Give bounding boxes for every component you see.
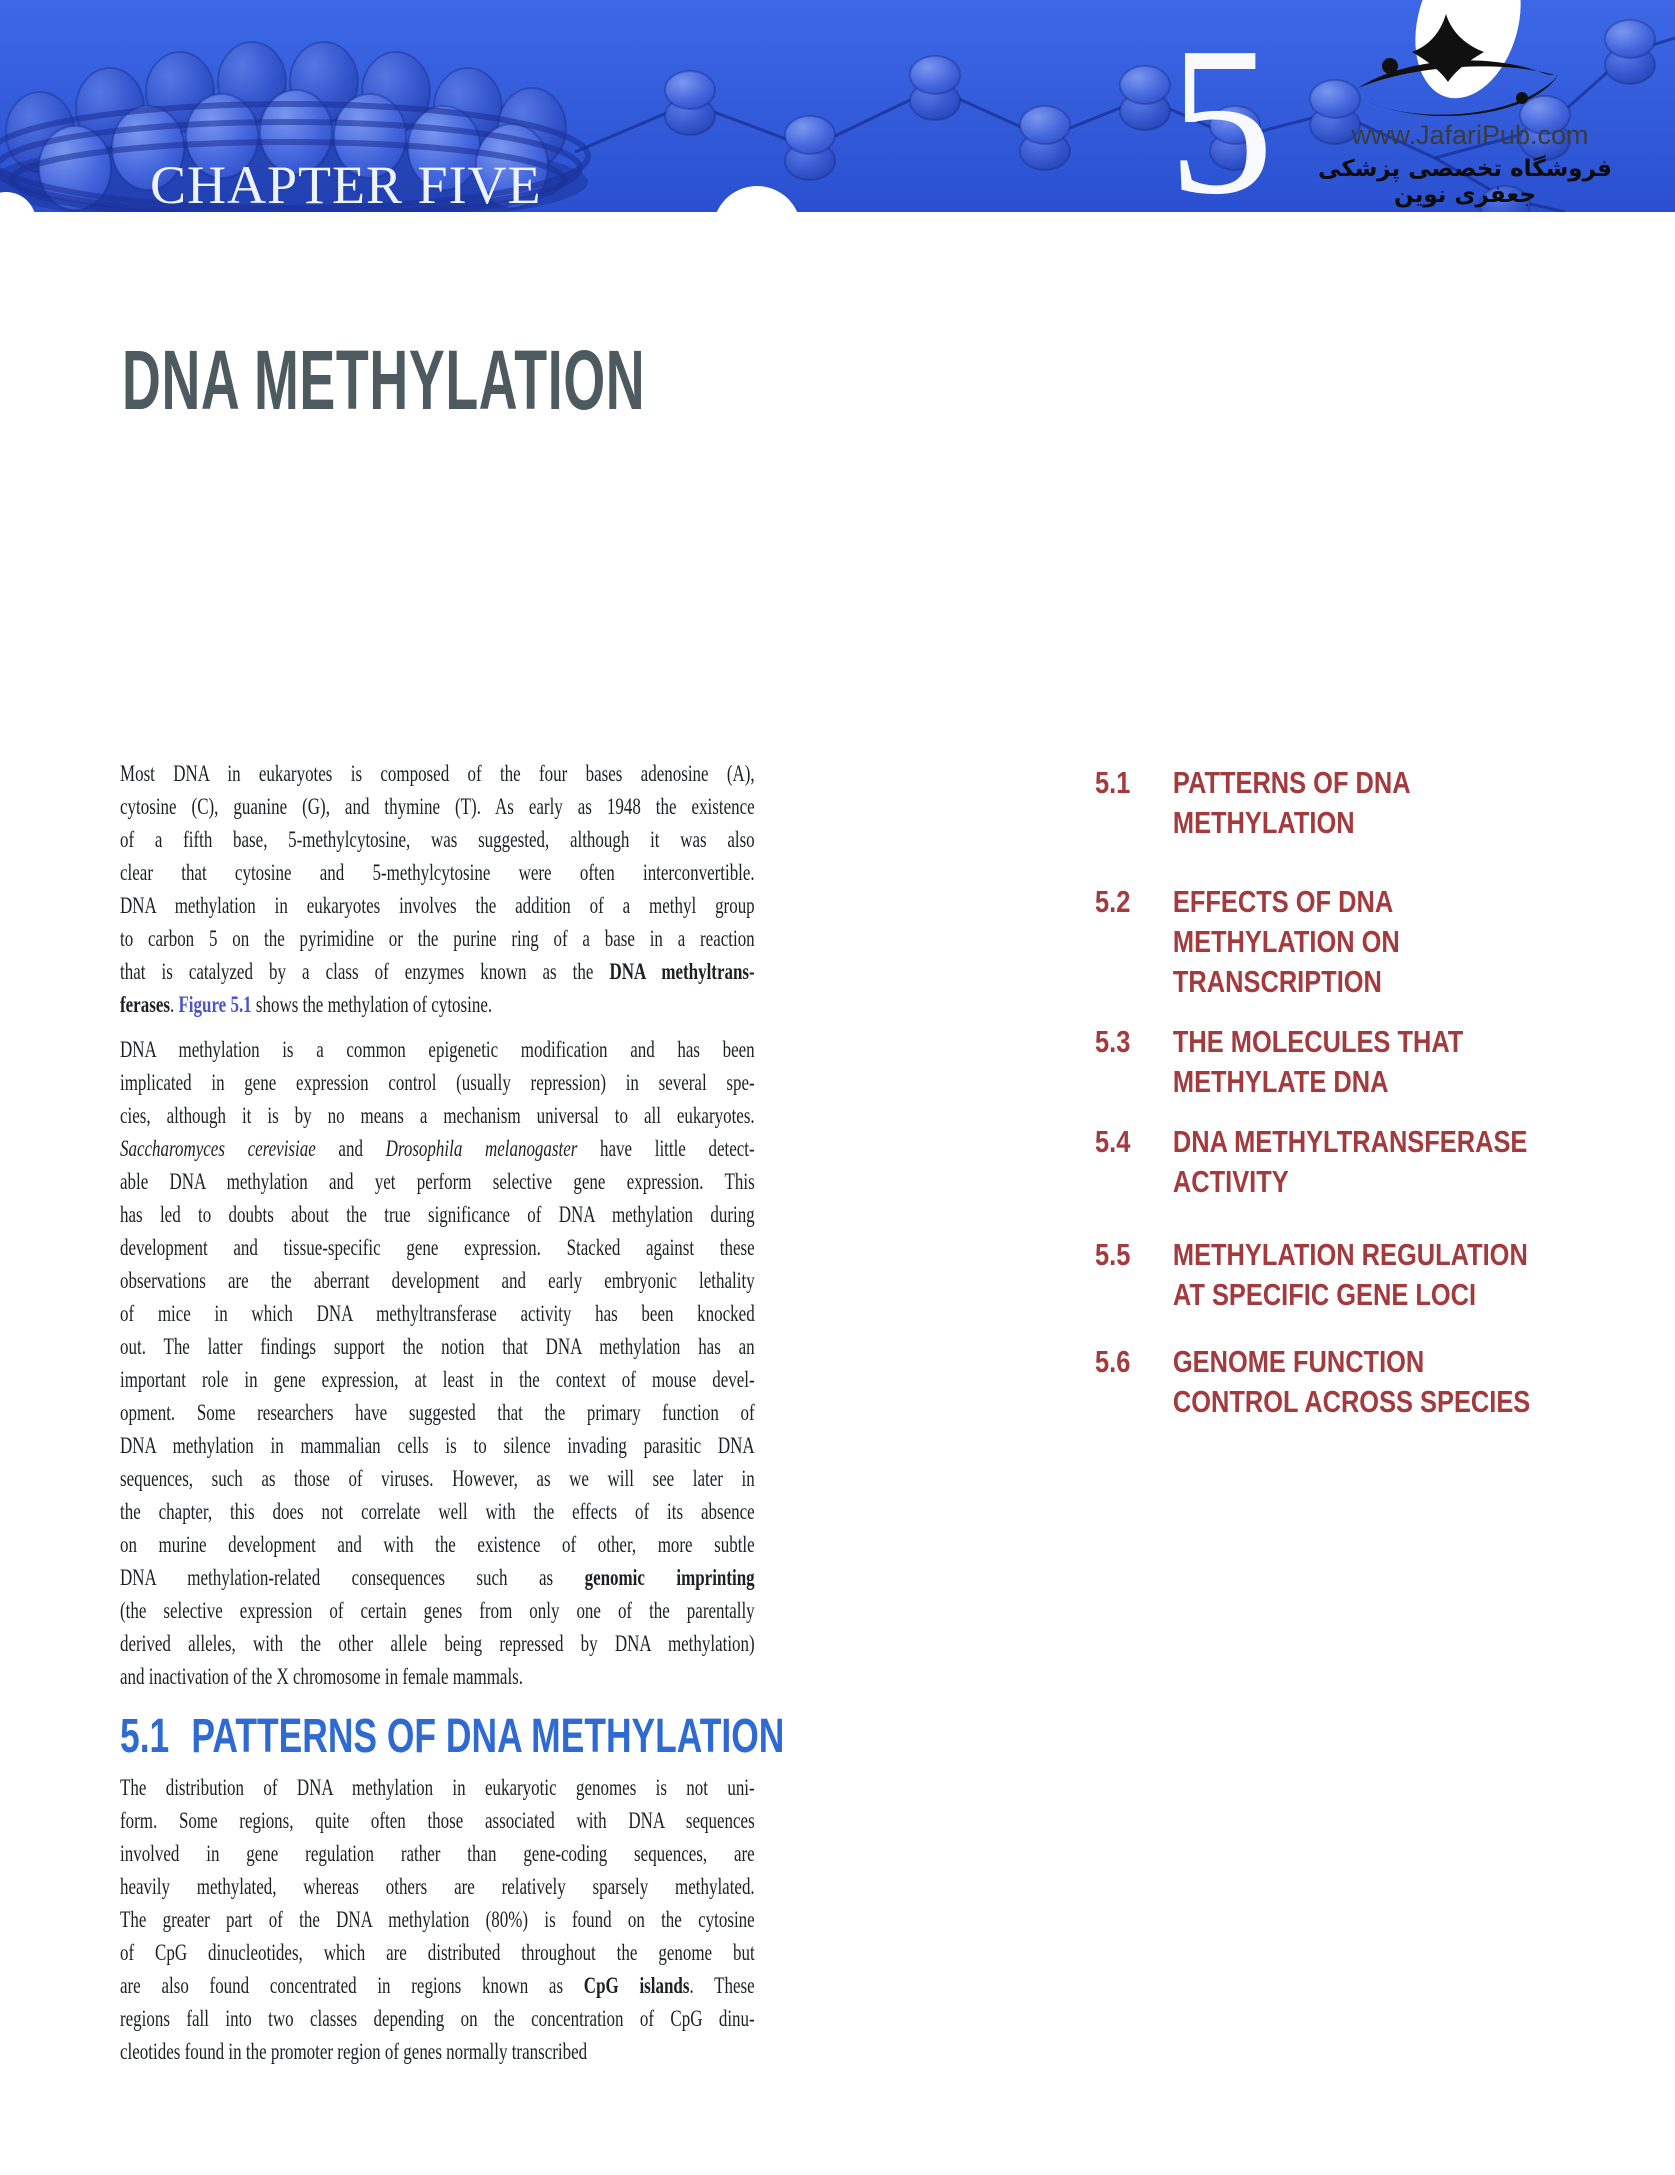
toc-item-label: GENOME FUNCTION CONTROL ACROSS SPECIES — [1172, 1344, 1531, 1419]
paragraph-1 — [120, 757, 755, 1021]
toc-item-5.2 — [1095, 882, 1400, 1002]
body-text-line: of a fifth base, 5-methylcytosine, was suggested, although it was also — [120, 827, 755, 852]
body-text-line: DNA methylation-related consequences such as genomic imprinting — [120, 1565, 755, 1590]
paragraph-3 — [120, 1771, 755, 2068]
body-text-line: cytosine (C), guanine (G), and thymine (T). As early as 1948 the existence — [120, 794, 755, 819]
toc-item-5.1 — [1095, 763, 1411, 843]
body-text-line: the chapter, this does not correlate well with the effects of its absence — [120, 1499, 755, 1524]
body-text-line: sequences, such as those of viruses. However, as we will see later in — [120, 1466, 755, 1491]
body-text-line: cies, although it is by no means a mechanism universal to all eukaryotes. — [120, 1103, 755, 1128]
section-heading-number: 5.1 — [120, 1710, 170, 1763]
body-text-line: opment. Some researchers have suggested that the primary function of — [120, 1400, 755, 1425]
body-text-line: out. The latter findings support the notion that DNA methylation has an — [120, 1334, 755, 1359]
toc-item-5.6 — [1095, 1342, 1530, 1422]
body-text-line: ferases. Figure 5.1 shows the methylation of cytosine. — [120, 992, 493, 1017]
body-text-line: and inactivation of the X chromosome in female mammals. — [120, 1664, 524, 1689]
toc-item-5.5 — [1095, 1235, 1528, 1315]
body-text-line: observations are the aberrant development and early embryonic lethality — [120, 1268, 755, 1293]
body-text-line: cleotides found in the promoter region of genes normally transcribed — [120, 2039, 588, 2064]
body-text-line: derived alleles, with the other allele being repressed by DNA methylation) — [120, 1631, 755, 1656]
body-text-line: (the selective expression of certain genes from only one of the parentally — [120, 1598, 755, 1623]
toc-item-label: THE MOLECULES THAT METHYLATE DNA — [1172, 1024, 1464, 1099]
paragraph-2 — [120, 1033, 755, 1693]
toc-item-label: PATTERNS OF DNA METHYLATION — [1172, 765, 1411, 840]
body-text-line: able DNA methylation and yet perform selective gene expression. This — [120, 1169, 755, 1194]
body-text-line: Most DNA in eukaryotes is composed of the four bases adenosine (A), — [120, 761, 755, 786]
toc-item-5.3 — [1095, 1022, 1463, 1102]
body-text-line: to carbon 5 on the pyrimidine or the purine ring of a base in a reaction — [120, 926, 755, 951]
toc-item-number: 5.2 — [1095, 884, 1131, 919]
body-text-line: Saccharomyces cerevisiae and Drosophila melanogaster have little detect- — [120, 1136, 755, 1161]
body-text-line: important role in gene expression, at least in the context of mouse devel- — [120, 1367, 755, 1392]
body-text-line: clear that cytosine and 5-methylcytosine were often interconvertible. — [120, 860, 755, 885]
page-title: DNA METHYLATION — [122, 333, 646, 427]
section-heading — [120, 1710, 785, 1763]
body-text-line: DNA methylation is a common epigenetic modification and has been — [120, 1037, 755, 1062]
toc-item-5.4 — [1095, 1122, 1527, 1202]
body-text-line: heavily methylated, whereas others are relatively sparsely methylated. — [120, 1874, 755, 1899]
body-text-line: The greater part of the DNA methylation (80%) is found on the cytosine — [120, 1907, 755, 1932]
chapter-banner — [0, 0, 1675, 238]
toc-item-number: 5.4 — [1095, 1124, 1131, 1159]
section-heading-title: PATTERNS OF DNA METHYLATION — [191, 1710, 785, 1763]
body-text-line: The distribution of DNA methylation in eukaryotic genomes is not uni- — [120, 1775, 755, 1800]
body-text-line: on murine development and with the existence of other, more subtle — [120, 1532, 755, 1557]
body-text-line: involved in gene regulation rather than gene-coding sequences, are — [120, 1841, 755, 1866]
body-text-line: form. Some regions, quite often those associated with DNA sequences — [120, 1808, 755, 1833]
publisher-url: www.JafariPub.com — [1351, 120, 1589, 150]
body-text-line: that is catalyzed by a class of enzymes known as the DNA methyltrans- — [120, 959, 755, 984]
body-text-line: regions fall into two classes depending on the concentration of CpG dinu- — [120, 2006, 755, 2031]
toc-item-number: 5.5 — [1095, 1237, 1131, 1272]
chapter-label: CHAPTER FIVE — [150, 155, 542, 215]
body-text-line: development and tissue-specific gene expression. Stacked against these — [120, 1235, 755, 1260]
body-text-line: of CpG dinucleotides, which are distributed throughout the genome but — [120, 1940, 755, 1965]
chapter-number: 5 — [1168, 3, 1274, 238]
toc-item-label: METHYLATION REGULATION AT SPECIFIC GENE LOCI — [1172, 1237, 1528, 1312]
body-column — [120, 757, 785, 2080]
body-text-line: of mice in which DNA methyltransferase activity has been knocked — [120, 1301, 755, 1326]
body-text-line: DNA methylation in eukaryotes involves the addition of a methyl group — [120, 893, 755, 918]
body-text-line: DNA methylation in mammalian cells is to silence invading parasitic DNA — [120, 1433, 755, 1458]
toc-item-number: 5.6 — [1095, 1344, 1131, 1379]
publisher-tagline-farsi: فروشگاه تخصصی پزشکی جعفری نوین — [1318, 156, 1612, 208]
toc-item-label: DNA METHYLTRANSFERASE ACTIVITY — [1172, 1124, 1528, 1199]
toc-item-number: 5.3 — [1095, 1024, 1131, 1059]
body-text-line: implicated in gene expression control (usually repression) in several spe- — [120, 1070, 755, 1095]
toc-item-label: EFFECTS OF DNA METHYLATION ON TRANSCRIPTION — [1172, 884, 1400, 999]
body-text-line: has led to doubts about the true significance of DNA methylation during — [120, 1202, 755, 1227]
body-text-line: are also found concentrated in regions known as CpG islands. These — [120, 1973, 755, 1998]
toc-item-number: 5.1 — [1095, 765, 1131, 800]
